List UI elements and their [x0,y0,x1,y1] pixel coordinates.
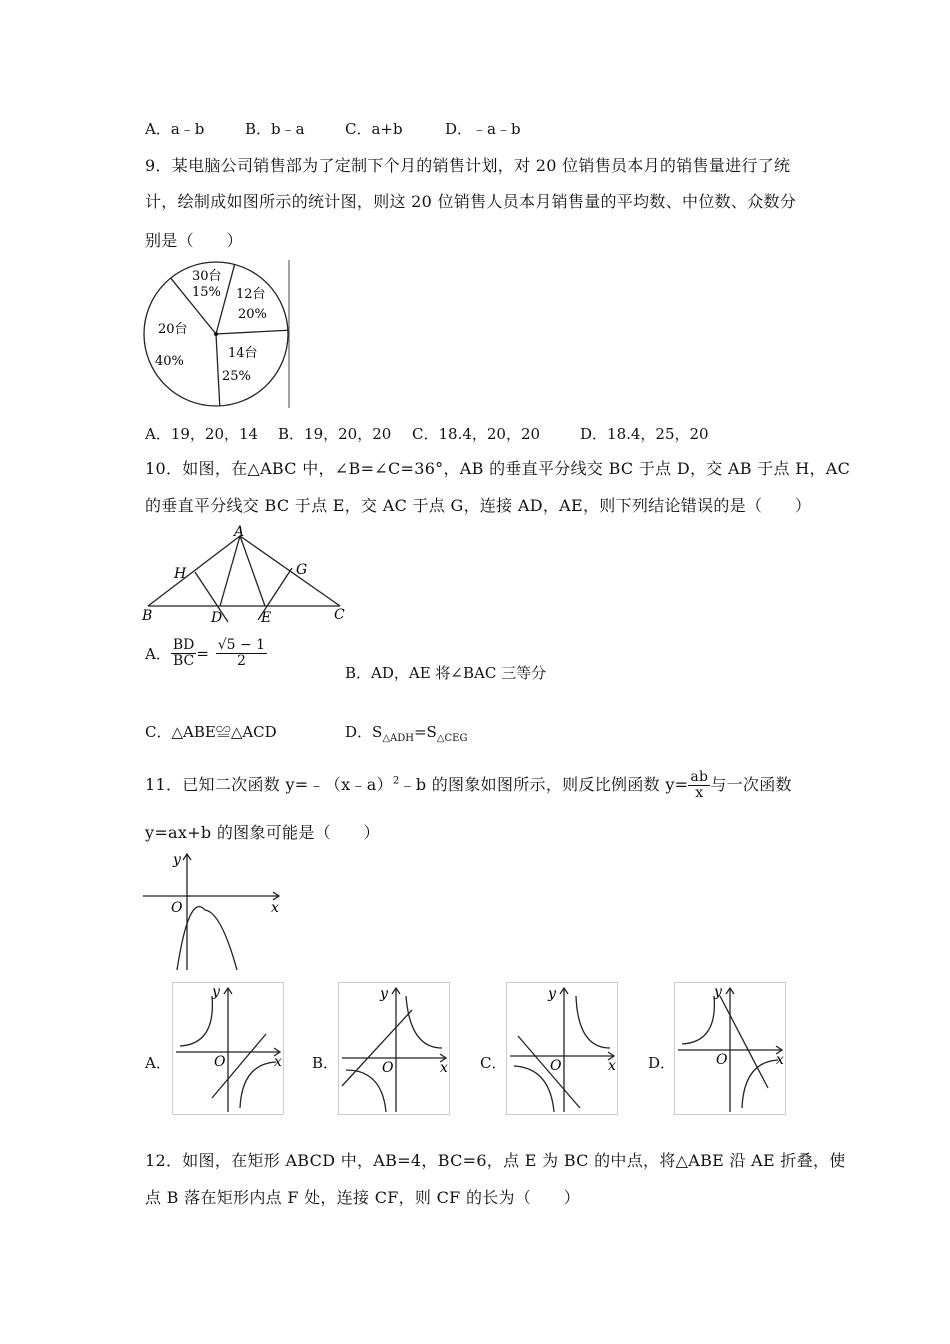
label-C: C [334,607,345,623]
q9-text-line1: 9．某电脑公司销售部为了定制下个月的销售计划，对 20 位销售员本月的销售量进行了统 [145,156,791,175]
frac-ab: ab [690,769,709,785]
axis-x-label: x [271,900,279,916]
origin-label: O [550,1058,562,1074]
axis-y-label: y [212,984,220,1000]
label-A: A [234,524,245,540]
q8-option-c: C．a+b [345,120,403,138]
q10-option-d-sub2: △CEG [436,733,468,744]
q11-option-d-label: D． [648,1054,676,1072]
q11-option-b-label: B． [312,1054,339,1072]
pie-center [214,332,218,336]
axis-x-label: x [608,1058,616,1074]
q9-option-a: A．19，20，14 [145,425,259,443]
pie-label-14: 14台 [228,346,258,361]
q8-option-b: B．b﹣a [245,120,305,138]
q11-option-c-label: C． [480,1054,507,1072]
axis-y-label: y [173,852,181,868]
q11-option-d-graph [674,982,788,1116]
q10-text-line2: 的垂直平分线交 BC 于点 E，交 AC 于点 G，连接 AD，AE，则下列结论错误的是（ ） [145,496,812,515]
frac-sqrt5-num: √5 − 1 [217,637,266,653]
q9-option-b: B．19，20，20 [278,425,392,443]
q9-text-line3: 别是（ ） [145,231,243,250]
q10-text-line1: 10．如图，在△ABC 中，∠B=∠C=36°，AB 的垂直平分线交 BC 于点 D，交 AB 于点 H，AC [145,459,851,478]
q9-pie-chart [140,258,295,410]
q10-option-a [145,638,267,669]
q11-text-a: 11．已知二次函数 y=﹣（x﹣a） [145,775,393,794]
q11-option-c-graph [506,982,620,1116]
frac-bc: BC [172,653,195,669]
q11-option-a-graph [172,982,286,1116]
frac-sqrt5-den: 2 [236,653,246,669]
origin-label: O [171,900,183,916]
origin-label: O [716,1052,728,1068]
axis-y-label: y [714,984,722,1000]
q11-option-a-label: A． [145,1054,171,1072]
q9-option-c: C．18.4，20，20 [412,425,541,443]
q10-option-a-prefix: A． [145,645,171,663]
q8-option-a: A．a﹣b [145,120,205,138]
label-G: G [296,562,308,578]
pie-label-30: 30台 [192,269,222,284]
pie-slice-boundaries [171,264,288,405]
q11-text-c: 与一次函数 [710,775,792,794]
frac-sqrt5 [216,638,267,669]
frac-ab-x [688,770,710,801]
q10-option-d-sub1: △ADH [382,733,414,744]
pie-pct-25: 25% [222,369,251,384]
label-E: E [261,610,272,624]
label-B: B [142,608,153,624]
axis-y-label: y [380,986,388,1002]
q8-option-d: D．﹣a﹣b [445,120,521,138]
q11-text-line2: y=ax+b 的图象可能是（ ） [145,823,380,842]
frac-bd: BD [172,637,195,653]
frac-x: x [695,785,704,801]
q12-text-line1: 12．如图，在矩形 ABCD 中，AB=4，BC=6，点 E 为 BC 的中点，将△ABE 沿 AE 折叠，使 [145,1151,846,1170]
q10-option-d-eq: =S [413,723,437,741]
axis-x-label: x [440,1060,448,1076]
q10-triangle-figure [140,524,350,624]
q11-sup: 2 [392,775,400,787]
q9-text-line2: 计，绘制成如图所示的统计图，则这 20 位销售人员本月销售量的平均数、中位数、众数分 [145,192,797,211]
origin-label: O [214,1054,226,1070]
pie-pct-15: 15% [192,285,221,300]
pie-slice-boundary [216,330,288,334]
q11-text-line1 [145,770,792,801]
pie-slice-boundary [216,334,220,406]
label-H: H [174,566,187,582]
q10-option-c: C．△ABE≌△ACD [145,723,277,741]
frac-bd-bc [171,638,197,669]
origin-label: O [382,1060,394,1076]
axis-y-label: y [548,986,556,1002]
q10-option-d-prefix: D．S [345,723,383,741]
axis-x-label: x [274,1054,282,1070]
pie-label-12: 12台 [236,287,266,302]
pie-pct-40: 40% [155,354,184,369]
q11-text-b: ﹣b 的图象如图所示，则反比例函数 y= [399,775,689,794]
q11-parabola-graph [143,850,285,974]
q10-option-a-eq: = [196,644,209,663]
axis-x-label: x [776,1052,784,1068]
pie-label-20: 20台 [158,322,188,337]
q10-option-b: B．AD，AE 将∠BAC 三等分 [345,664,547,682]
pie-pct-20: 20% [238,307,267,322]
q9-option-d: D．18.4，25，20 [580,425,709,443]
q10-option-d [345,721,467,744]
label-D: D [211,610,223,624]
q12-text-line2: 点 B 落在矩形内点 F 处，连接 CF，则 CF 的长为（ ） [145,1188,581,1207]
q11-option-b-graph [338,982,452,1116]
